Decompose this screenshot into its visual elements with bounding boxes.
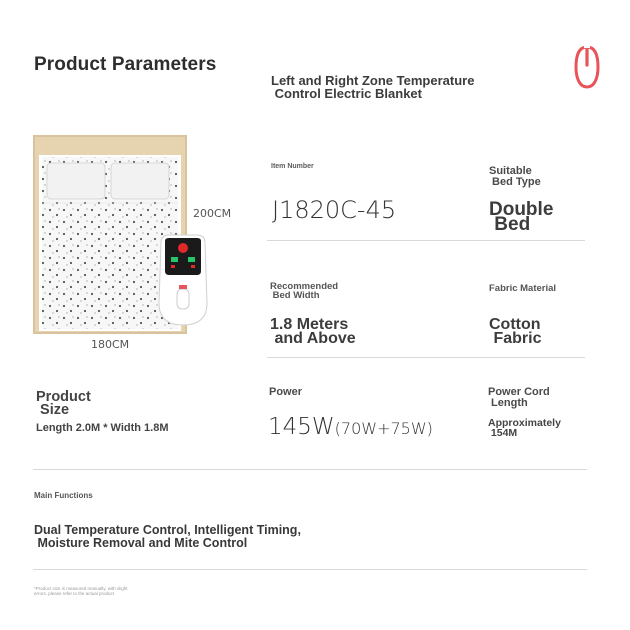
power-detail: (70W+75W) [334,419,433,438]
divider [33,569,587,570]
item-number-label: Item Number [271,163,314,170]
fabric-value: Cotton Fabric [489,316,542,347]
size-value: Length 2.0M * Width 1.8M [36,422,169,434]
controller-icon [155,233,211,329]
page-title: Product Parameters [34,54,217,75]
cord-length-value: Approximately 154M [488,417,561,439]
divider [267,240,585,241]
brand-logo-icon [572,43,602,91]
functions-value: Dual Temperature Control, Intelligent Timing, Moisture Removal and Mite Control [34,523,301,550]
functions-label: Main Functions [34,491,93,500]
size-label: Product Size [36,389,91,418]
bed-type-value: Double Bed [489,199,554,235]
power-total: 145W [268,414,335,440]
power-value [268,414,433,440]
power-label: Power [269,386,303,398]
divider [33,469,587,470]
bed-width-label: 180CM [91,338,130,351]
bed-width-spec-value: 1.8 Meters and Above [270,316,356,347]
product-name: Left and Right Zone Temperature Control Electric Blanket [271,73,475,101]
cord-length-label: Power Cord Length [488,386,550,409]
divider [267,357,585,358]
item-number-value: J1820C-45 [272,196,397,224]
footnote: *Product size is measured manually, with slight errors, please refer to the actual product [34,586,128,596]
bed-length-label: 200CM [193,207,232,220]
bed-type-label: Suitable Bed Type [489,165,541,188]
fabric-label: Fabric Material [489,283,557,294]
bed-width-spec-label: Recommended Bed Width [270,281,339,301]
